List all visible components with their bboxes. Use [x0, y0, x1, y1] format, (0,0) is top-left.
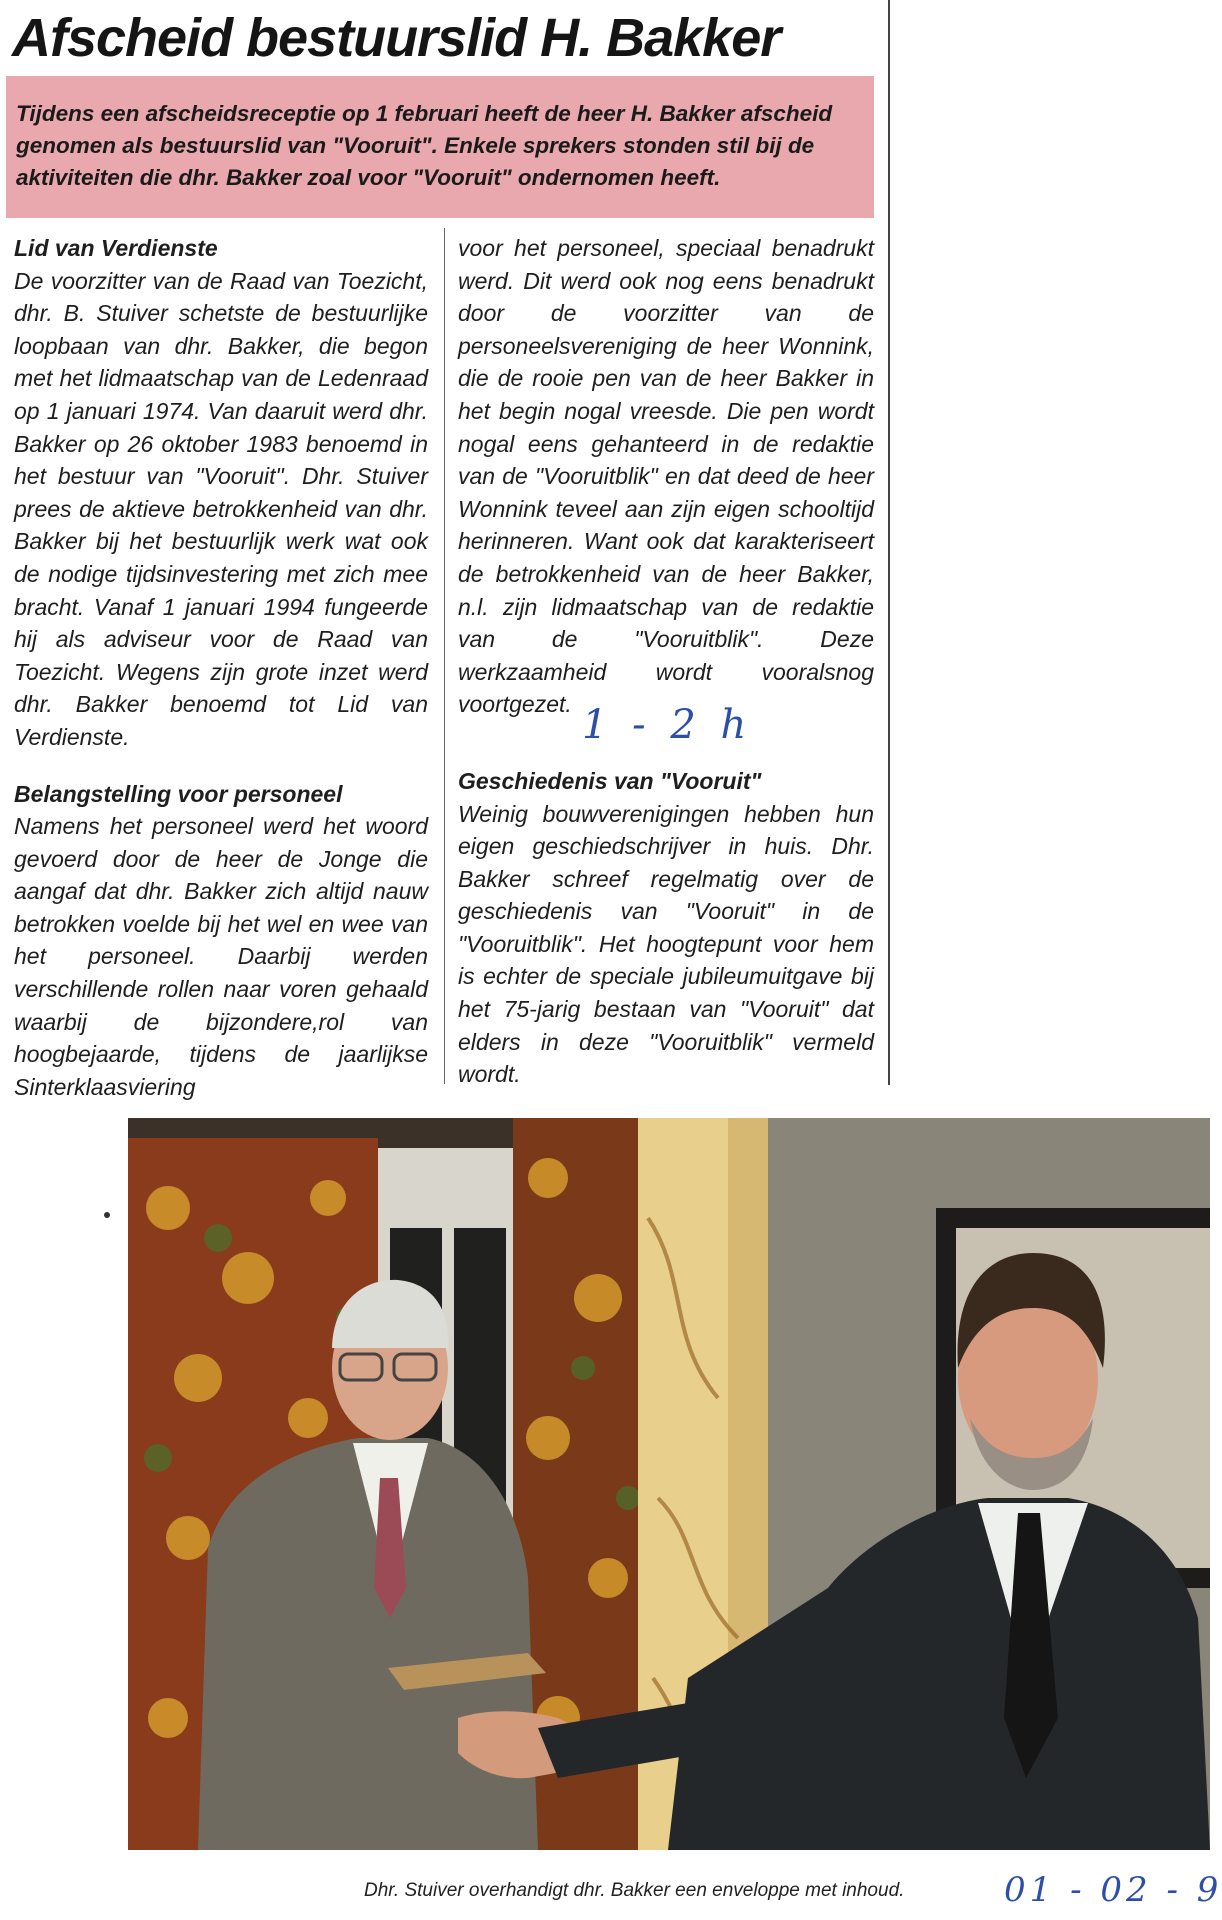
left-column: [14, 232, 428, 1103]
intro-text: Tijdens een afscheidsreceptie op 1 februari heeft de heer H. Bakker afscheid genomen als bestuurslid van "Vooruit". Enkele sprekers stonden stil bij de aktiviteiten die dhr. Bakker zoal voor "Vooruit" ondernomen heeft.: [16, 101, 833, 190]
section-body-belangstelling: Namens het personeel werd het woord gevoerd door de heer de Jonge die aangaf dat dhr. Bakker zich altijd nauw betrokken voelde bij het wel en wee van het personeel. Daarbij werden verschillende rollen naar voren gehaald waarbij de bijzondere,rol van hoogbejaarde, tijdens de jaarlijkse Sinterklaasviering: [14, 813, 428, 1100]
handwritten-date: 01 - 02 - 9: [1004, 1870, 1222, 1910]
paper-speck: [104, 1212, 110, 1218]
right-column: [458, 232, 874, 1091]
photo-illustration: [128, 1118, 1210, 1850]
section-heading-geschiedenis: Geschiedenis van "Vooruit": [458, 767, 762, 794]
page-right-rule: [888, 0, 890, 1085]
section-heading-lid-van-verdienste: Lid van Verdienste: [14, 235, 218, 261]
section-body-geschiedenis: Weinig bouwverenigingen hebben hun eigen geschiedschrijver in huis. Dhr. Bakker schreef regelmatig over de geschiedenis van "Vooruit" in de "Vooruitblik". Het hoogtepunt voor hem is echter de speciale jubileumuitgave bij het 75-jarig bestaan van "Vooruit" dat elders in deze "Vooruitblik" vermeld wordt.: [458, 800, 874, 1088]
article-title: Afscheid bestuurslid H. Bakker: [12, 8, 781, 68]
section-body-lid-van-verdienste: De voorzitter van de Raad van Toezicht, dhr. B. Stuiver schetste de bestuurlijke loopbaan van dhr. Bakker, die begon met het lidmaatschap van de Ledenraad op 1 januari 1974. Van daaruit werd dhr. Bakker op 26 oktober 1983 benoemd in het bestuur van "Vooruit". Dhr. Stuiver prees de aktieve betrokkenheid van dhr. Bakker bij het bestuurlijk werk wat ook de nodige tijdsinvestering met zich mee bracht. Vanaf 1 januari 1994 fungeerde hij als adviseur voor de Raad van Toezicht. Wegens zijn grote inzet werd dhr. Bakker benoemd tot Lid van Verdienste.: [14, 267, 428, 750]
photo-caption: Dhr. Stuiver overhandigt dhr. Bakker een enveloppe met inhoud.: [364, 1880, 905, 1901]
handwritten-note: 1 - 2 h: [582, 702, 753, 748]
section-body-continued: voor het personeel, speciaal benadrukt werd. Dit werd ook nog eens benadrukt door de voorzitter van de personeelsvereniging de heer Wonnink, die de rooie pen van de heer Bakker in het begin nogal vreesde. Die pen wordt nogal eens gehanteerd in de redaktie van de "Vooruitblik" en dat deed de heer Wonnink teveel aan zijn eigen schooltijd herinneren. Want ook dat karakteriseert de betrokkenheid van de heer Bakker, n.l. zijn lidmaatschap van de redaktie van de "Vooruitblik". Deze werkzaamheid wordt vooralsnog voortgezet.: [458, 235, 874, 718]
handshake-photo: [128, 1118, 1210, 1850]
intro-box: [6, 76, 874, 218]
column-divider: [444, 228, 445, 1084]
section-heading-belangstelling: Belangstelling voor personeel: [14, 780, 343, 807]
